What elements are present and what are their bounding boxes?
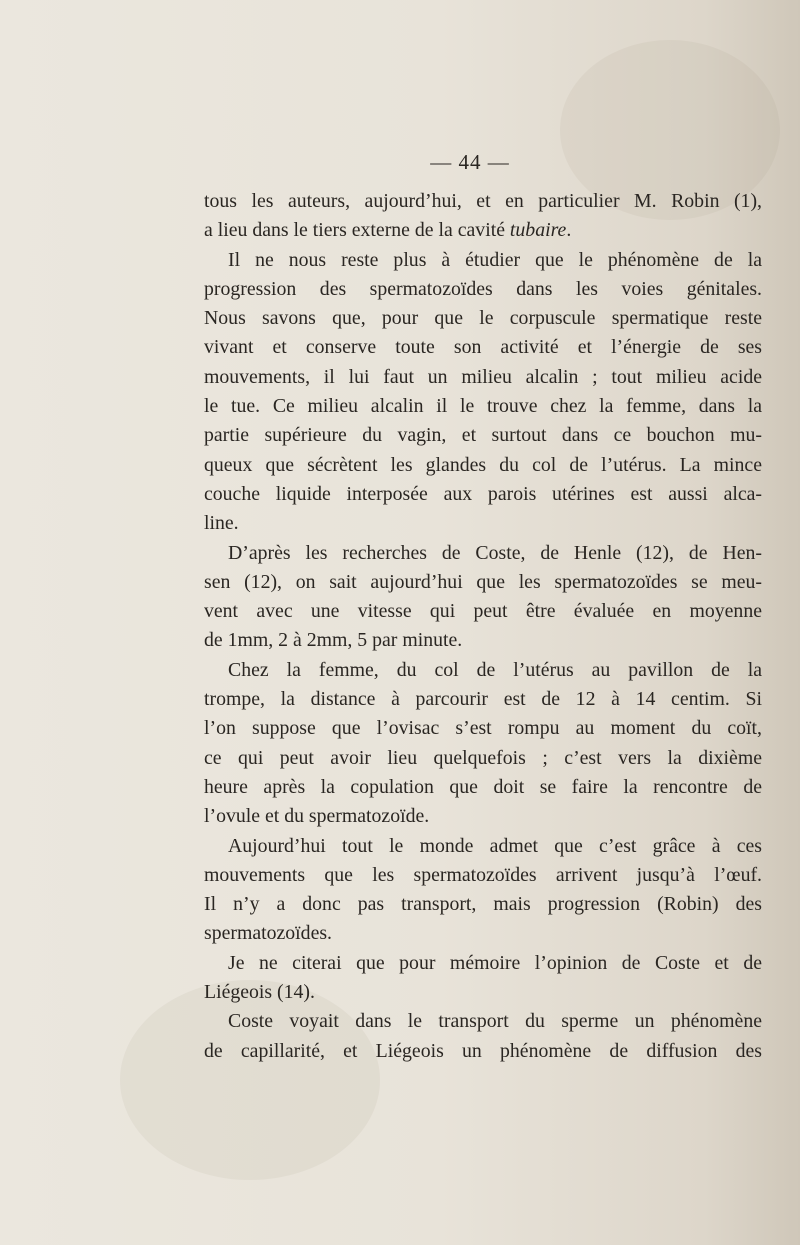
text-line: vivant et conserve toute son activité et l’énergie de ses: [204, 336, 762, 359]
text-line: trompe, la distance à parcourir est de 12 à 14 centim. Si: [204, 688, 762, 711]
text-line: queux que sécrètent les glandes du col de l’utérus. La mince: [204, 453, 762, 476]
text-line: l’on suppose que l’ovisac s’est rompu au moment du coït,: [204, 717, 762, 740]
paragraph: [204, 246, 762, 539]
text-line: Je ne citerai que pour mémoire l’opinion de Coste et de: [228, 951, 762, 974]
text-line: tous les auteurs, aujourd’hui, et en particulier M. Robin (1),: [204, 190, 762, 212]
text-line: line.: [204, 512, 239, 535]
body-text: [204, 187, 762, 1066]
text-line: Chez la femme, du col de l’utérus au pavillon de la: [228, 658, 762, 681]
text-run: a lieu dans le tiers externe de la cavité: [204, 219, 510, 242]
text-line: Il ne nous reste plus à étudier que le phénomène de la: [228, 248, 762, 271]
text-line: de 1mm, 2 à 2mm, 5 par minute.: [204, 629, 463, 652]
paragraph: [204, 539, 762, 656]
text-line: mouvements, il lui faut un milieu alcalin ; tout milieu acide: [204, 365, 762, 388]
text-line: Aujourd’hui tout le monde admet que c’est grâce à ces: [228, 834, 762, 857]
text-line: progression des spermatozoïdes dans les voies génitales.: [204, 277, 762, 300]
text-line: l’ovule et du spermatozoïde.: [204, 805, 430, 828]
text-line: heure après la copulation que doit se faire la rencontre de: [204, 775, 762, 798]
italic-term: tubaire: [509, 219, 567, 242]
text-line: spermatozoïdes.: [204, 922, 332, 945]
paragraph: [204, 832, 762, 949]
text-line: de capillarité, et Liégeois un phénomène de diffusion des: [204, 1039, 762, 1062]
text-line: sen (12), on sait aujourd’hui que les spermatozoïdes se meu-: [204, 570, 762, 593]
text-line: mouvements que les spermatozoïdes arrivent jusqu’à l’œuf.: [204, 863, 762, 886]
text-line: le tue. Ce milieu alcalin il le trouve chez la femme, dans la: [204, 395, 762, 418]
text-line: Nous savons que, pour que le corpuscule spermatique reste: [204, 307, 762, 330]
text-line: ce qui peut avoir lieu quelquefois ; c’est vers la dixième: [204, 746, 762, 769]
text-line: Liégeois (14).: [204, 981, 315, 1004]
paragraph: [204, 656, 762, 832]
text-line: Coste voyait dans le transport du sperme un phénomène: [228, 1010, 762, 1033]
paragraph: [204, 1007, 762, 1066]
text-line: Il n’y a donc pas transport, mais progression (Robin) des: [204, 893, 762, 916]
text-line: vent avec une vitesse qui peut être évaluée en moyenne: [204, 600, 762, 623]
paragraph: [204, 949, 762, 1008]
paragraph: [204, 187, 762, 246]
text-line: D’après les recherches de Coste, de Henle (12), de Hen-: [228, 541, 762, 564]
page-number: — 44 —: [430, 150, 510, 174]
text-line: couche liquide interposée aux parois utérines est aussi alca-: [204, 482, 762, 505]
text-run: .: [566, 219, 572, 242]
text-line: partie supérieure du vagin, et surtout dans ce bouchon mu-: [204, 424, 762, 447]
text-line: [204, 216, 762, 245]
